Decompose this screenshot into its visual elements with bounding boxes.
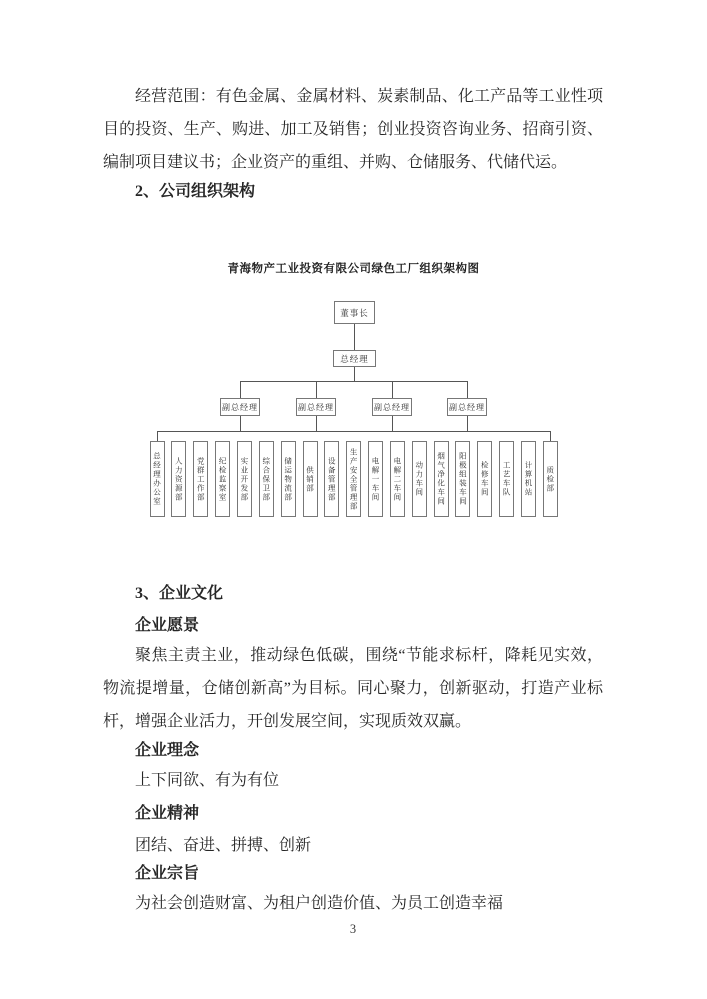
vision-paragraph: 聚焦主责主业，推动绿色低碳，围绕“节能求标杆，降耗见实效，物流提增量，仓储创新高”为目标。同心聚力，创新驱动，打造产业标杆，增强企业活力，开创发展空间，实现质效双赢。 — [103, 647, 603, 730]
connector-line — [316, 416, 317, 431]
org-node-department: 烟气净化车间 — [434, 441, 449, 517]
org-node-department: 阳极组装车间 — [455, 441, 470, 517]
connector-line — [354, 367, 355, 381]
connector-line — [392, 381, 393, 398]
connector-line — [240, 381, 468, 382]
org-node-department: 供销部 — [303, 441, 318, 517]
spirit-text: 团结、奋进、拼搏、创新 — [135, 837, 312, 854]
org-node-deputy: 副总经理 — [372, 398, 412, 416]
org-node-department: 质检部 — [543, 441, 558, 517]
connector-line — [467, 416, 468, 431]
spirit-label: 企业精神 — [135, 805, 200, 822]
org-node-deputy: 副总经理 — [447, 398, 487, 416]
connector-line — [240, 381, 241, 398]
org-node-department: 动力车间 — [412, 441, 427, 517]
org-node-department: 工艺车队 — [499, 441, 514, 517]
org-node-department: 综合保卫部 — [259, 441, 274, 517]
org-node-department: 电解一车间 — [368, 441, 383, 517]
tenet-label: 企业宗旨 — [135, 865, 200, 882]
org-node-department: 总经理办公室 — [150, 441, 165, 517]
org-node-department: 实业开发部 — [237, 441, 252, 517]
vision-label: 企业愿景 — [135, 617, 200, 634]
tenet-text: 为社会创造财富、为租户创造价值、为员工创造幸福 — [135, 895, 504, 912]
philosophy-text: 上下同欲、有为有位 — [135, 772, 280, 789]
connector-line — [392, 416, 393, 431]
org-node-deputy: 副总经理 — [220, 398, 260, 416]
philosophy-label: 企业理念 — [135, 742, 200, 759]
org-node-department: 人力资源部 — [171, 441, 186, 517]
page-number: 3 — [349, 922, 357, 936]
org-node-department: 设备管理部 — [324, 441, 339, 517]
paragraph-business-scope: 经营范围：有色金属、金属材料、炭素制品、化工产品等工业性项目的投资、生产、购进、加工及销售；创业投资咨询业务、招商引资、编制项目建议书；企业资产的重组、并购、仓储服务、代储代运。 — [103, 88, 603, 171]
org-chart — [0, 255, 707, 545]
org-node-department: 储运物流部 — [281, 441, 296, 517]
org-node-department: 计算机站 — [521, 441, 536, 517]
connector-line — [240, 416, 241, 431]
org-chart-title: 青海物产工业投资有限公司绿色工厂组织架构图 — [227, 263, 480, 275]
heading-corporate-culture: 3、企业文化 — [135, 585, 224, 602]
org-node-department: 党群工作部 — [193, 441, 208, 517]
connector-line — [157, 431, 158, 441]
org-node-department: 纪检监察室 — [215, 441, 230, 517]
connector-line — [316, 381, 317, 398]
org-node-general-manager: 总经理 — [333, 350, 376, 367]
org-node-department: 检修车间 — [477, 441, 492, 517]
connector-line — [354, 324, 355, 350]
heading-company-structure: 2、公司组织架构 — [135, 183, 256, 200]
connector-line — [550, 431, 551, 441]
org-node-chairman: 董事长 — [334, 301, 375, 324]
org-node-department: 生产安全管理部 — [346, 441, 361, 517]
connector-line — [467, 381, 468, 398]
org-node-deputy: 副总经理 — [296, 398, 336, 416]
connector-line — [157, 431, 551, 432]
org-node-department: 电解二车间 — [390, 441, 405, 517]
